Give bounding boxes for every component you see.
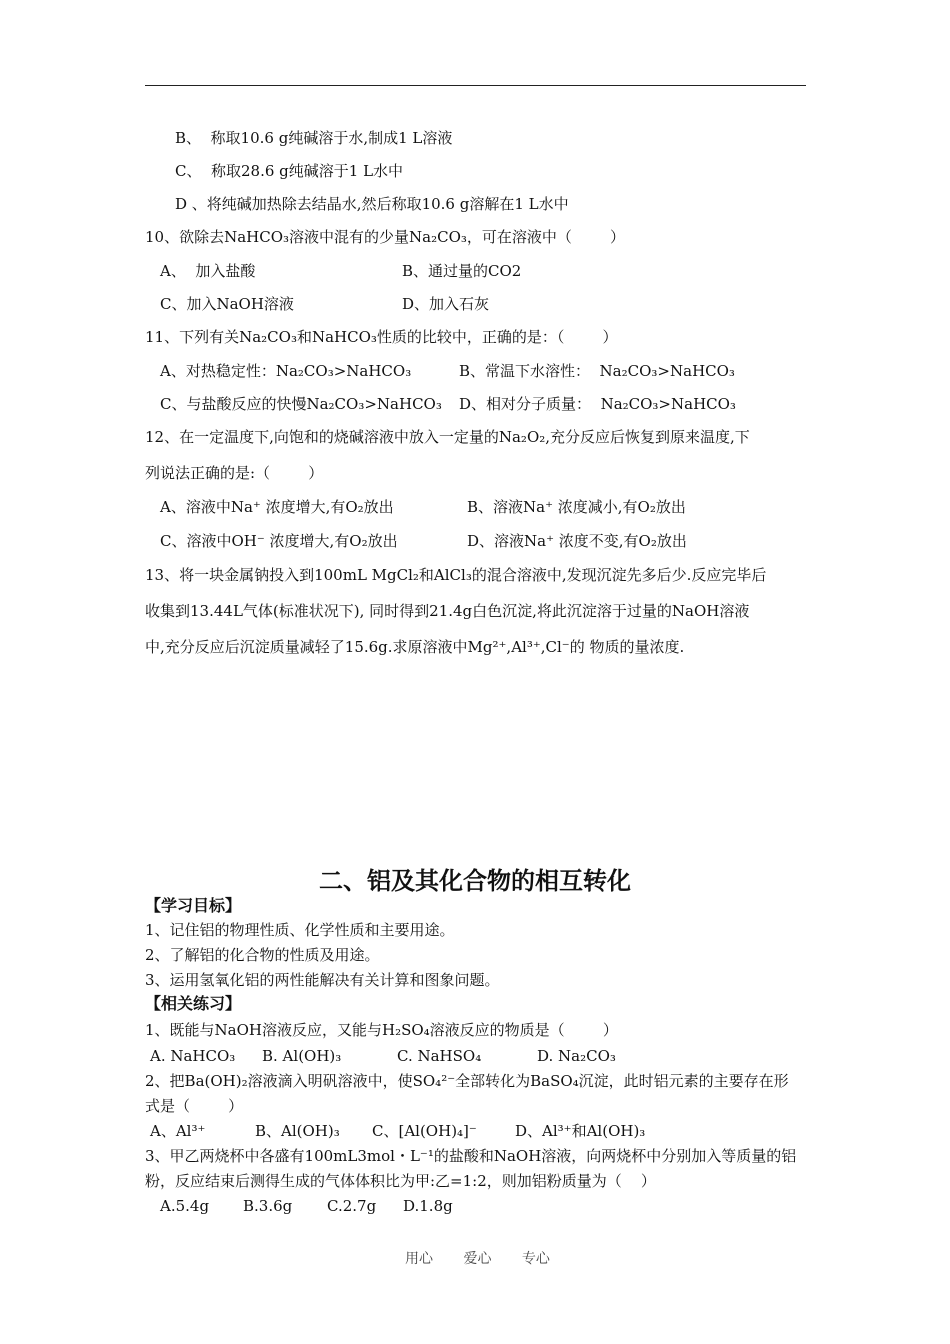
ex1-option-c: C. NaHSO₄ bbox=[397, 1047, 482, 1065]
option-c-line: C、 称取28.6 g纯碱溶于1 L水中 bbox=[175, 162, 404, 180]
ex2-option-b: B、Al(OH)₃ bbox=[255, 1122, 340, 1140]
footer-text-2: 爱心 bbox=[463, 1251, 492, 1267]
option-d-line: D 、将纯碱加热除去结晶水,然后称取10.6 g溶解在1 L水中 bbox=[175, 195, 569, 213]
ex2-option-a: A、Al³⁺ bbox=[150, 1122, 206, 1140]
q11-option-a: A、对热稳定性：Na₂CO₃>NaHCO₃ bbox=[160, 362, 412, 380]
exercise-2-line1: 2、把Ba(OH)₂溶液滴入明矾溶液中，使SO₄²⁻全部转化为BaSO₄沉淀，此时铝元素的主要存在形 bbox=[145, 1072, 789, 1090]
q12-option-d: D、溶液Na⁺ 浓度不变,有O₂放出 bbox=[467, 532, 687, 550]
ex1-option-a: A. NaHCO₃ bbox=[150, 1047, 236, 1065]
footer-text-1: 用心 bbox=[405, 1251, 433, 1267]
ex2-option-d: D、Al³⁺和Al(OH)₃ bbox=[515, 1122, 646, 1140]
q10-option-c: C、加入NaOH溶液 bbox=[160, 295, 294, 313]
header-rule bbox=[145, 85, 806, 86]
goal-3: 3、运用氢氧化铝的两性能解决有关计算和图象问题。 bbox=[145, 971, 500, 989]
ex2-option-c: C、[Al(OH)₄]⁻ bbox=[372, 1122, 477, 1140]
goal-2: 2、了解铝的化合物的性质及用途。 bbox=[145, 946, 380, 964]
exercise-3-line2: 粉，反应结束后测得生成的气体体积比为甲:乙=1:2，则加铝粉质量为（ ） bbox=[145, 1172, 656, 1190]
q10-option-b: B、通过量的CO2 bbox=[402, 262, 522, 280]
ex3-option-c: C.2.7g bbox=[327, 1197, 377, 1215]
q11-option-b: B、常温下水溶性： Na₂CO₃>NaHCO₃ bbox=[459, 362, 735, 380]
exercises-heading: 【相关练习】 bbox=[145, 994, 242, 1013]
q10-option-d: D、加入石灰 bbox=[402, 295, 490, 313]
section-title: 二、铝及其化合物的相互转化 bbox=[319, 866, 631, 895]
ex1-option-b: B. Al(OH)₃ bbox=[262, 1047, 342, 1065]
learning-goals-heading: 【学习目标】 bbox=[145, 896, 242, 915]
question-13-line1: 13、将一块金属钠投入到100mL MgCl₂和AlCl₃的混合溶液中,发现沉淀先多后少.反应完毕后 bbox=[145, 566, 767, 584]
q12-option-c: C、溶液中OH⁻ 浓度增大,有O₂放出 bbox=[160, 532, 398, 550]
q12-option-a: A、溶液中Na⁺ 浓度增大,有O₂放出 bbox=[160, 498, 394, 516]
question-11: 11、下列有关Na₂CO₃和NaHCO₃性质的比较中，正确的是：（ ） bbox=[145, 328, 618, 346]
footer-text-3: 专心 bbox=[521, 1251, 550, 1267]
option-b-line: B、 称取10.6 g纯碱溶于水,制成1 L溶液 bbox=[175, 129, 453, 147]
question-12-line2: 列说法正确的是:（ ） bbox=[145, 464, 324, 482]
ex3-option-a: A.5.4g bbox=[160, 1197, 210, 1215]
q12-option-b: B、溶液Na⁺ 浓度减小,有O₂放出 bbox=[467, 498, 686, 516]
question-13-line2: 收集到13.44L气体(标准状况下), 同时得到21.4g白色沉淀,将此沉淀溶于过量的NaOH溶液 bbox=[145, 602, 750, 620]
goal-1: 1、记住铝的物理性质、化学性质和主要用途。 bbox=[145, 921, 455, 939]
exercise-2-line2: 式是（ ） bbox=[145, 1097, 244, 1115]
exercise-3-line1: 3、甲乙两烧杯中各盛有100mL3mol・L⁻¹的盐酸和NaOH溶液，向两烧杯中分别加入等质量的铝 bbox=[145, 1147, 797, 1165]
page-footer bbox=[405, 1248, 576, 1268]
question-10: 10、欲除去NaHCO₃溶液中混有的少量Na₂CO₃，可在溶液中（ ） bbox=[145, 228, 626, 246]
q10-option-a: A、 加入盐酸 bbox=[160, 262, 256, 280]
exercise-1: 1、既能与NaOH溶液反应，又能与H₂SO₄溶液反应的物质是（ ） bbox=[145, 1021, 618, 1039]
ex3-option-b: B.3.6g bbox=[243, 1197, 293, 1215]
q11-option-c: C、与盐酸反应的快慢Na₂CO₃>NaHCO₃ bbox=[160, 395, 442, 413]
ex3-option-d: D.1.8g bbox=[403, 1197, 453, 1215]
question-13-line3: 中,充分反应后沉淀质量减轻了15.6g.求原溶液中Mg²⁺,Al³⁺,Cl⁻的 物质的量浓度. bbox=[145, 638, 685, 656]
ex1-option-d: D. Na₂CO₃ bbox=[537, 1047, 616, 1065]
q11-option-d: D、相对分子质量： Na₂CO₃>NaHCO₃ bbox=[459, 395, 736, 413]
question-12-line1: 12、在一定温度下,向饱和的烧碱溶液中放入一定量的Na₂O₂,充分反应后恢复到原来温度,下 bbox=[145, 428, 750, 446]
